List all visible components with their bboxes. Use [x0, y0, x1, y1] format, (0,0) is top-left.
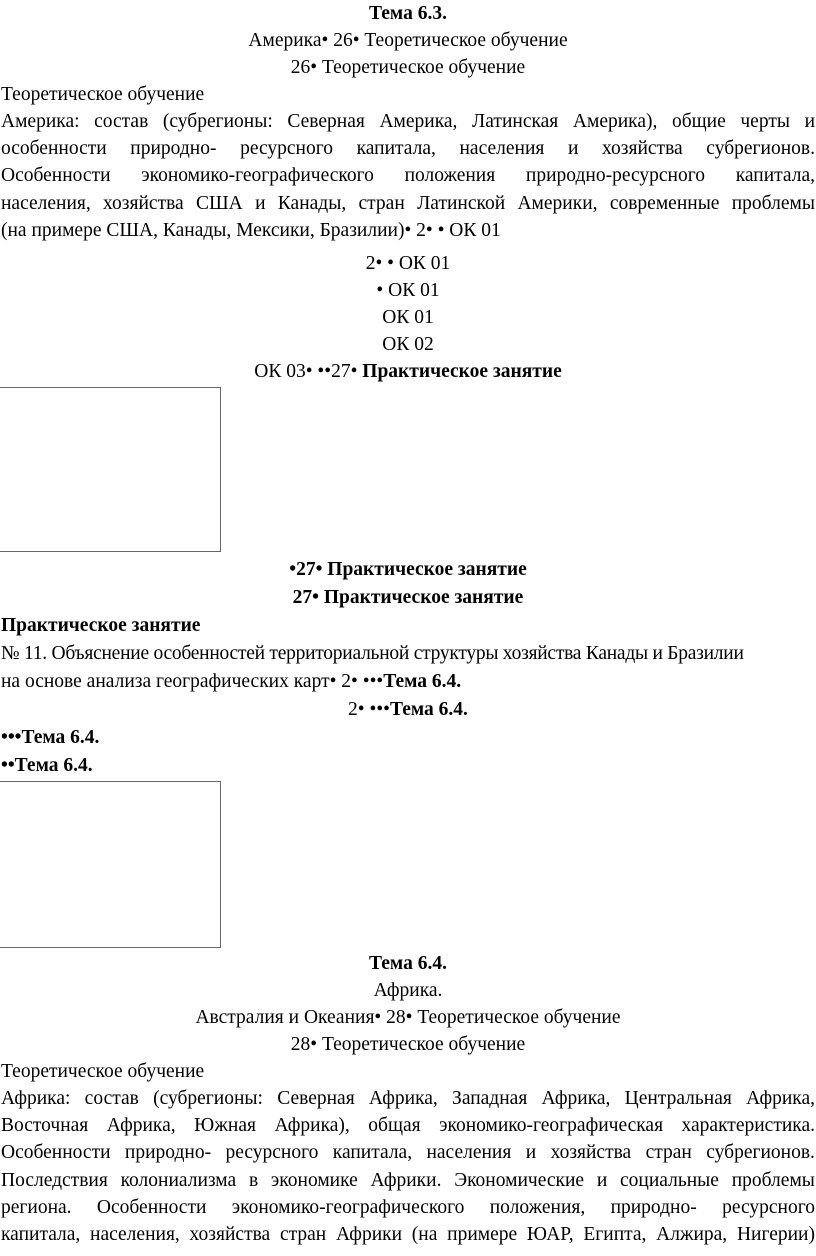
practice-line-2: 27• Практическое занятие [292, 587, 524, 608]
paragraph-line: Особенности природно- ресурсного капитала, населения и хозяйства стран субрегионов. [1, 1142, 815, 1164]
competency-line: 2• • ОК 01 [365, 253, 451, 274]
image-frame-placeholder [0, 387, 221, 552]
practice-heading-line [0, 358, 816, 385]
competency-line: • ОК 01 [376, 280, 440, 301]
paragraph-line: региона. Особенности экономико-географического положения, природно- ресурсного [1, 1196, 815, 1218]
image-frame-placeholder [0, 781, 221, 948]
section-6-3-heading-line-2: 26• Теоретическое обучение [290, 57, 526, 78]
practice-task-line-1: № 11. Объяснение особенностей территориальной структуры хозяйства Канады и Бразилии [1, 643, 744, 664]
section-6-4-label: Теоретическое обучение [1, 1061, 205, 1082]
topic-repeat-line-1 [0, 696, 816, 723]
section-6-3-title: Тема 6.3. [369, 3, 447, 24]
practice-task-line-2-bold: Тема 6.4. [383, 671, 462, 692]
topic-repeat-prefix: 2• ••• [348, 699, 390, 720]
competency-line: ОК 02 [382, 334, 434, 355]
practice-heading-prefix: ОК 03• ••27• [254, 361, 363, 382]
paragraph-line: Африка: состав (субрегионы: Северная Африка, Западная Африка, Центральная Африка, [1, 1088, 815, 1109]
topic-repeat-line-3: ••Тема 6.4. [1, 755, 93, 776]
paragraph-line: Америка: состав (субрегионы: Северная Америка, Латинская Америка), общие черты и [1, 111, 815, 132]
section-6-4-heading-line-2: 28• Теоретическое обучение [290, 1034, 526, 1055]
practice-heading-bold: Практическое занятие [362, 361, 562, 382]
section-6-3-label: Теоретическое обучение [1, 84, 205, 105]
section-6-4-title: Тема 6.4. [369, 953, 447, 974]
topic-repeat-line-2: •••Тема 6.4. [1, 727, 100, 748]
paragraph-line: (на примере США, Канады, Мексики, Бразилии)• 2• • ОК 01 [1, 219, 501, 241]
paragraph-line: Восточная Африка, Южная Африка), общая экономико-географическая характеристика. [1, 1115, 815, 1137]
practice-task-line-2 [0, 668, 816, 695]
paragraph-line: Последствия колониализма в экономике Африки. Экономические и социальные проблемы [1, 1169, 815, 1191]
practice-line-1: •27• Практическое занятие [289, 559, 527, 580]
section-6-3-heading-line-1: Америка• 26• Теоретическое обучение [248, 30, 568, 51]
section-6-4-heading-line-1: Австралия и Океания• 28• Теоретическое обучение [195, 1007, 621, 1028]
practice-label: Практическое занятие [1, 615, 201, 636]
competency-line: ОК 01 [382, 307, 434, 328]
section-6-3-paragraph [0, 108, 815, 244]
paragraph-line: капитала, населения, хозяйства стран Африки (на примере ЮАР, Египта, Алжира, Нигерии) [1, 1223, 815, 1245]
paragraph-line: населения, хозяйства США и Канады, стран Латинской Америки, современные проблемы [1, 192, 815, 214]
paragraph-line: Особенности экономико-географического положения природно-ресурсного капитала, [1, 165, 815, 187]
section-6-4-subtitle: Африка. [373, 980, 443, 1001]
paragraph-line: особенности природно- ресурсного капитала, населения и хозяйства субрегионов. [1, 138, 815, 160]
practice-task-line-2-text: на основе анализа географических карт• 2• ••• [1, 671, 384, 692]
section-6-4-paragraph [0, 1085, 815, 1248]
topic-repeat-bold: Тема 6.4. [389, 699, 468, 720]
